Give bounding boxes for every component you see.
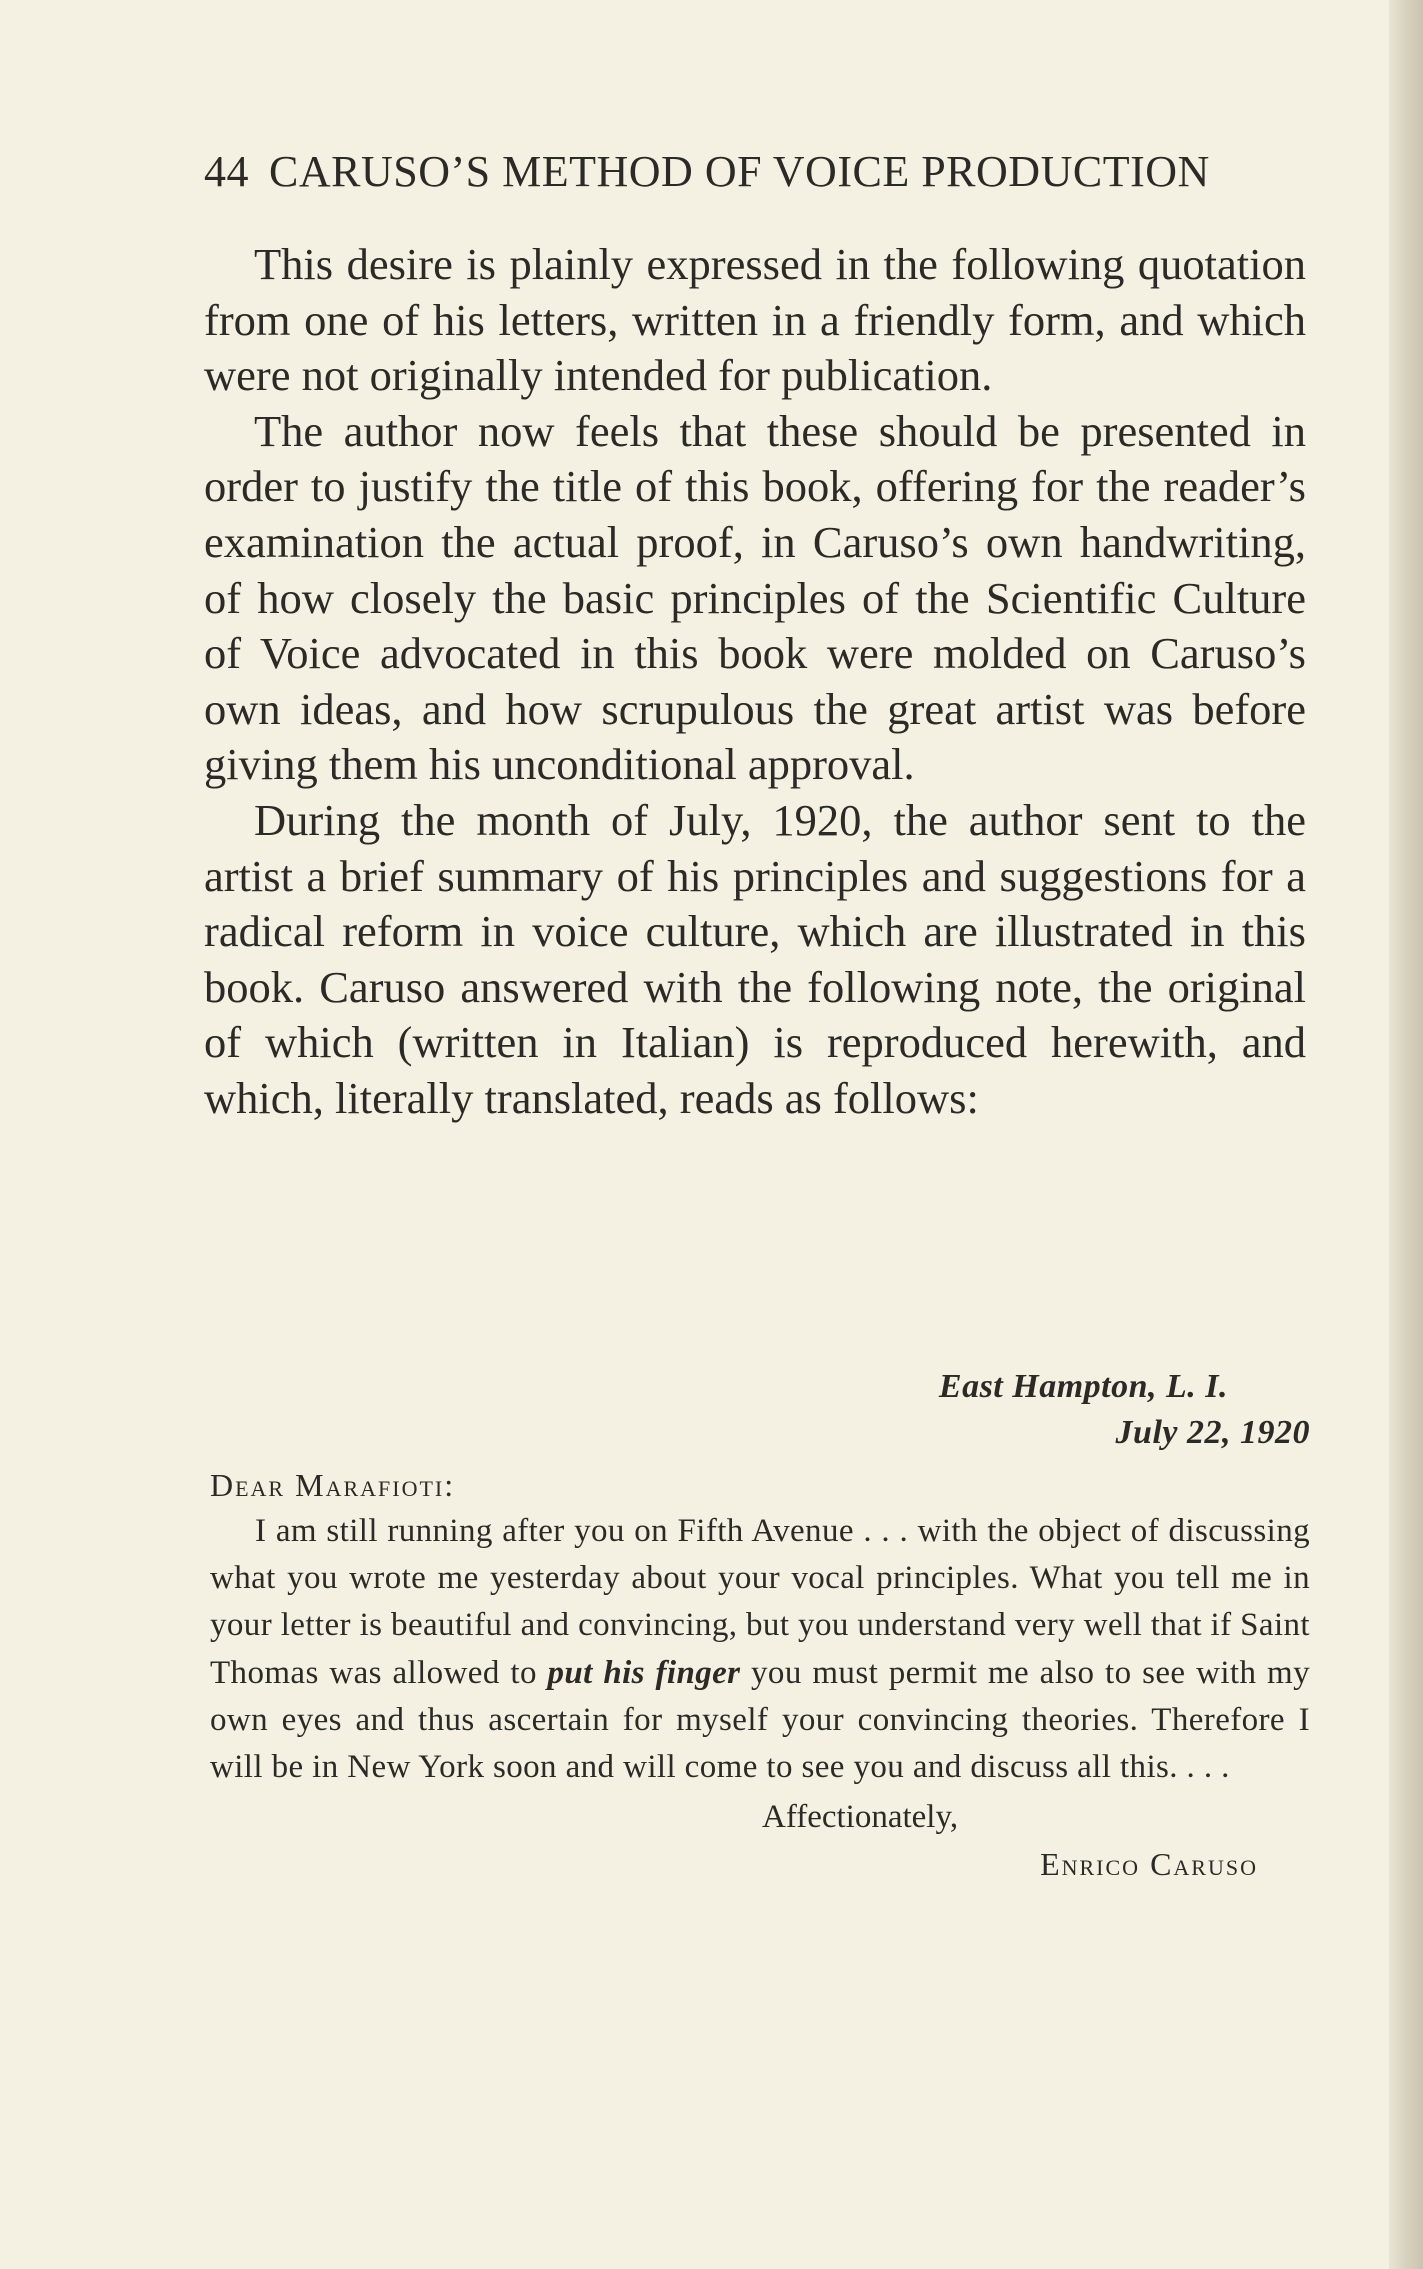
letter-salutation: Dear Marafioti:: [210, 1467, 456, 1503]
letter-signature: Enrico Caruso: [1040, 1846, 1258, 1883]
letter-closing: Affectionately,: [762, 1799, 959, 1836]
page-number: 44: [204, 147, 249, 196]
body-text: [204, 237, 1306, 1127]
letter-body-text: I am still running after you on Fifth Avenue . . . with the object of discussing what you wrote me yesterday about your vocal principles. What you tell me in your letter is beautiful and convincing, but you understand very well that if Saint Thomas was allowed to: [210, 1513, 1310, 1691]
letter-date: July 22, 1920: [1115, 1414, 1310, 1451]
letter: [210, 1364, 1310, 1887]
running-head: [204, 144, 1276, 200]
page-edge-shadow: [1389, 0, 1423, 2269]
paragraph: During the month of July, 1920, the author sent to the artist a brief summary of his principles and suggestions for a radical reform in voice culture, which are illustrated in this book. Caruso answered with the following note, the original of which (written in Italian) is reproduced herewith, and which, literally translated, reads as follows:: [204, 794, 1306, 1123]
letter-body-emphasis: put his finger: [547, 1654, 741, 1691]
paragraph: The author now feels that these should be presented in order to justify the title of this book, offering for the reader’s examination the actual proof, in Caruso’s own handwriting, of how closely the basic principles of the Scientific Culture of Voice advocated in this book were molded on Caruso’s own ideas, and how scrupulous the great artist was before giving them his unconditional approval.: [204, 405, 1306, 790]
paragraph: This desire is plainly expressed in the following quotation from one of his letters, written in a friendly form, and which were not originally intended for publication.: [204, 239, 1306, 401]
running-title: CARUSO’S METHOD OF VOICE PRODUCTION: [269, 147, 1210, 196]
letter-place: East Hampton, L. I.: [938, 1368, 1228, 1405]
letter-body: [210, 1508, 1310, 1791]
letter-body-text: you must permit me also to see with my own eyes and thus ascertain for myself your convincing theories. Therefore I will be in New York soon and will come to see you and discuss all this. . . .: [210, 1654, 1310, 1786]
